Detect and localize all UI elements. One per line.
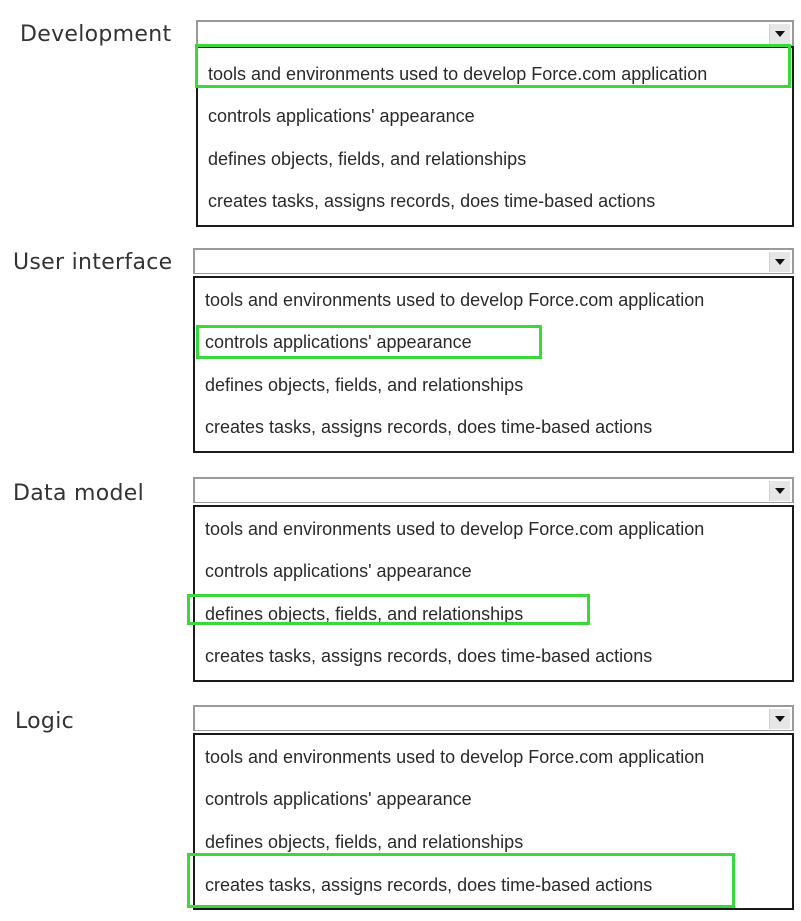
option-item[interactable]: controls applications' appearance <box>205 789 472 809</box>
option-item[interactable]: tools and environments used to develop Force.com application <box>205 519 705 539</box>
chevron-down-icon <box>775 31 785 37</box>
select-user-interface[interactable] <box>193 248 794 274</box>
select-development[interactable] <box>196 20 794 46</box>
option-item[interactable]: defines objects, fields, and relationships <box>205 832 524 852</box>
label-development: Development <box>20 22 172 47</box>
dropdown-button[interactable] <box>769 252 790 272</box>
dropdown-button[interactable] <box>769 24 790 44</box>
option-item[interactable]: defines objects, fields, and relationships <box>205 375 524 395</box>
option-item[interactable]: creates tasks, assigns records, does time-based actions <box>205 646 653 666</box>
option-item[interactable]: creates tasks, assigns records, does time-based actions <box>205 417 653 437</box>
options-list-data-model <box>193 505 794 682</box>
chevron-down-icon <box>775 259 785 265</box>
option-item[interactable]: defines objects, fields, and relationships <box>208 149 527 169</box>
options-list-development <box>196 46 794 227</box>
dropdown-button[interactable] <box>769 709 790 729</box>
option-item[interactable]: controls applications' appearance <box>205 561 472 581</box>
option-item[interactable]: controls applications' appearance <box>208 106 475 126</box>
option-item[interactable]: defines objects, fields, and relationships <box>205 604 524 624</box>
options-list-user-interface <box>193 276 794 453</box>
chevron-down-icon <box>775 488 785 494</box>
dropdown-button[interactable] <box>769 481 790 501</box>
label-user-interface: User interface <box>13 250 173 275</box>
chevron-down-icon <box>775 716 785 722</box>
select-data-model[interactable] <box>193 477 794 503</box>
option-item[interactable]: controls applications' appearance <box>205 332 472 352</box>
label-data-model: Data model <box>13 481 145 506</box>
option-item[interactable]: tools and environments used to develop Force.com application <box>208 64 708 84</box>
option-item[interactable]: creates tasks, assigns records, does time-based actions <box>205 875 653 895</box>
options-list-logic <box>193 733 794 910</box>
option-item[interactable]: tools and environments used to develop Force.com application <box>205 747 705 767</box>
option-item[interactable]: creates tasks, assigns records, does time-based actions <box>208 191 656 211</box>
select-logic[interactable] <box>193 705 794 731</box>
option-item[interactable]: tools and environments used to develop Force.com application <box>205 290 705 310</box>
label-logic: Logic <box>15 709 75 734</box>
